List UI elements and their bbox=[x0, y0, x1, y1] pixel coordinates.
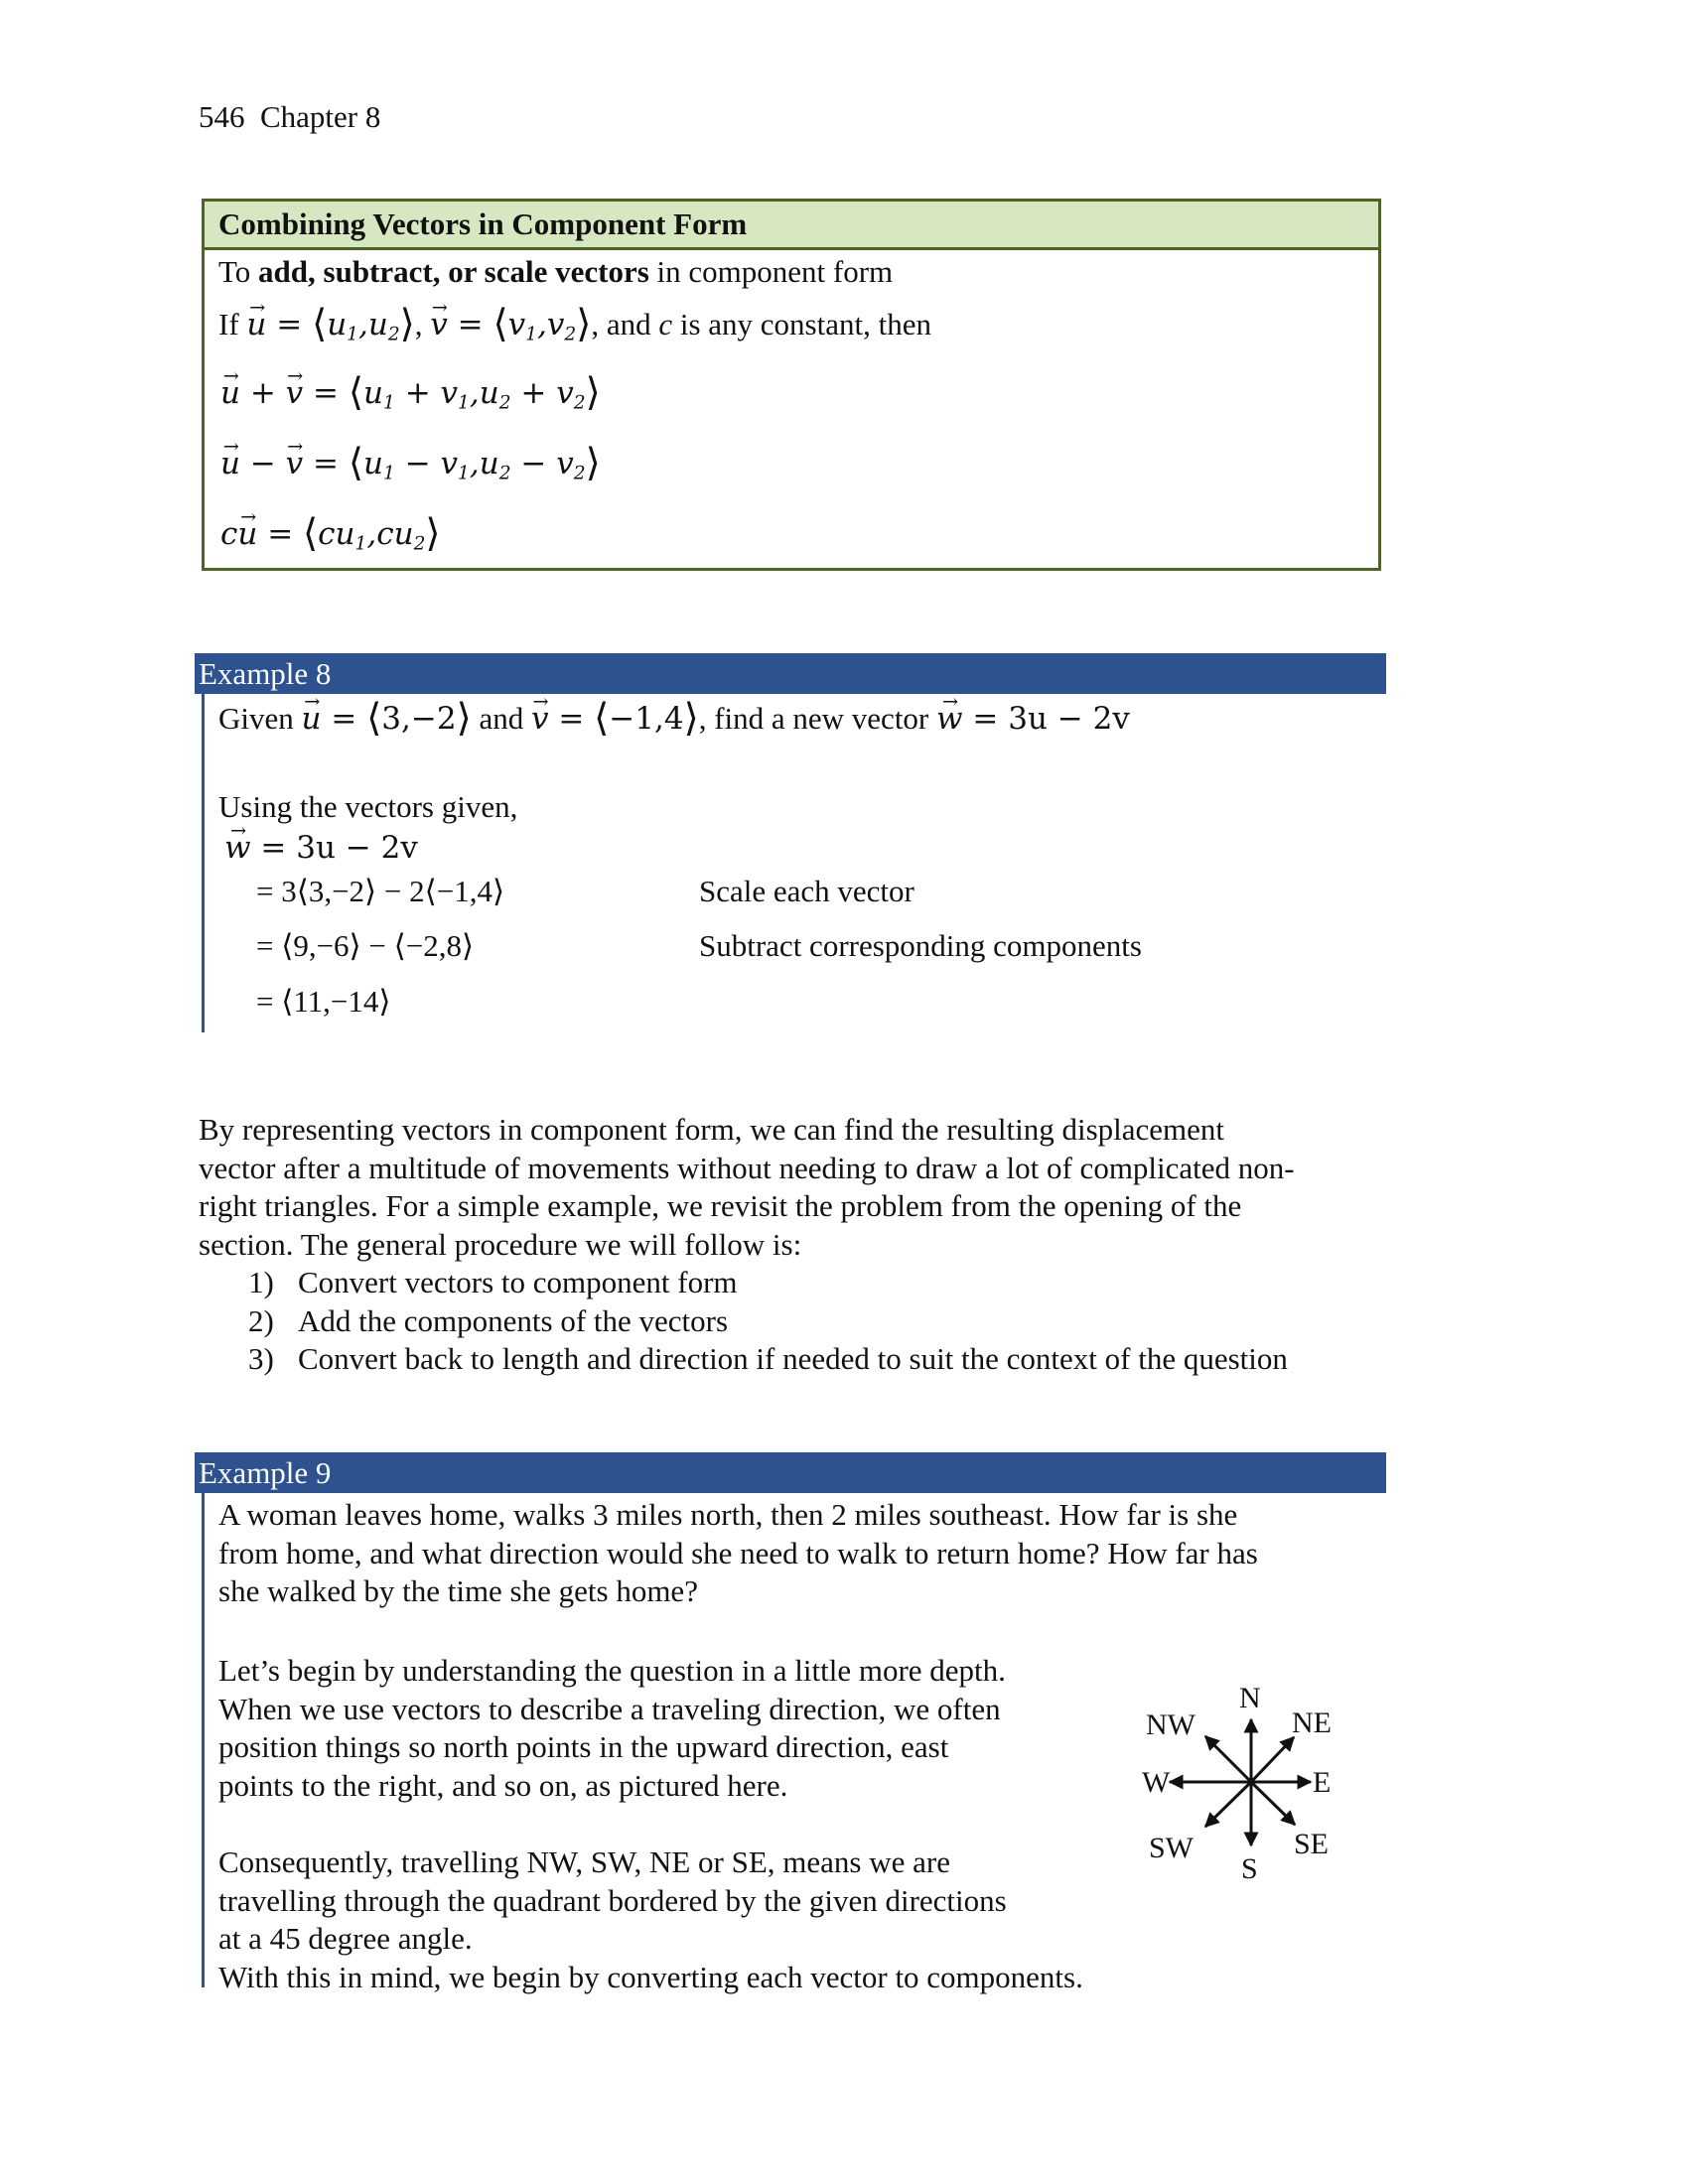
page-header bbox=[199, 99, 380, 135]
v-definition: v → = $⟨v_1,v_2⟩$ bbox=[430, 307, 591, 342]
compass-label-e: E bbox=[1313, 1766, 1332, 1799]
example-8-note-scale: Scale each vector bbox=[699, 874, 914, 908]
example-9-quadrant-note: Consequently, travelling NW, SW, NE or SE, means we are travelling through the quadrant bordered by the given directions at a 45 degree angle. With this in mind, we begin by converting each vector to components. bbox=[218, 1844, 1083, 1994]
example-8-note-subtract: Subtract corresponding components bbox=[699, 928, 1142, 963]
compass-label-se: SE bbox=[1294, 1828, 1330, 1860]
example-8-rule bbox=[202, 694, 205, 1032]
page-number: 546 bbox=[199, 99, 245, 134]
difference-formula: u → − v → = $⟨u_1 - v_1,u_2$ − $v_2⟩$ bbox=[220, 446, 601, 481]
example-9-explanation: Let’s begin by understanding the question in a little more depth. When we use vectors to describe a traveling direction, we often position things so north points in the upward direction, east points to the right, and so on, as pictured here. bbox=[218, 1653, 1006, 1803]
condition-and: , and bbox=[591, 307, 651, 341]
example-8-step-3: = ⟨11,−14⟩ bbox=[256, 984, 391, 1019]
intro-bold: add, subtract, or scale vectors bbox=[258, 254, 649, 289]
procedure-list bbox=[248, 1264, 1420, 1379]
compass-label-ne: NE bbox=[1292, 1706, 1332, 1739]
example-8-using: Using the vectors given, bbox=[218, 789, 518, 824]
example-9-rule bbox=[202, 1493, 205, 1987]
example-8-step-1: = 3⟨3,−2⟩ − 2⟨−1,4⟩ bbox=[256, 874, 505, 908]
compass-label-w: W bbox=[1142, 1766, 1171, 1799]
southwest-arrow bbox=[1205, 1782, 1251, 1827]
example-8-header: Example 8 bbox=[195, 653, 1386, 694]
example-8-step-2: = ⟨9,−6⟩ − ⟨−2,8⟩ bbox=[256, 928, 475, 963]
definition-title: Combining Vectors in Component Form bbox=[205, 202, 1378, 250]
list-item: 3) Convert back to length and direction if needed to suit the context of the question bbox=[248, 1341, 1288, 1376]
intro-prefix: To bbox=[218, 254, 259, 289]
northwest-arrow bbox=[1205, 1736, 1251, 1782]
definition-intro bbox=[218, 254, 893, 290]
condition-suffix: is any constant, then bbox=[679, 307, 931, 341]
definition-condition: If u → = $⟨u_1,u_2⟩$, v → = $⟨v_1,v_2⟩$, and c is any constant, then bbox=[218, 307, 931, 342]
chapter-label: Chapter 8 bbox=[260, 99, 381, 134]
northeast-arrow bbox=[1251, 1737, 1294, 1782]
example-8-given: Given u → = ⟨3,−2⟩ and v → = ⟨−1,4⟩, find a new vector w → = 3u − 2v bbox=[218, 701, 1130, 737]
list-item: 2) Add the components of the vectors bbox=[248, 1302, 729, 1338]
list-item: 1) Convert vectors to component form bbox=[248, 1265, 738, 1299]
compass-label-s: S bbox=[1241, 1852, 1258, 1885]
example-8-w-equation: w → = 3u − 2v bbox=[224, 830, 418, 866]
scale-formula: cu → = $⟨cu_1,cu_2⟩$ bbox=[220, 516, 441, 552]
compass-label-nw: NW bbox=[1146, 1708, 1196, 1741]
example-9-problem: A woman leaves home, walks 3 miles north, then 2 miles southeast. How far is she from home, and what direction would she need to walk to return home? How far has she walked by the time she gets home? bbox=[218, 1497, 1258, 1608]
constant-c: c bbox=[658, 307, 673, 341]
sum-formula: u → + v → = $⟨u_1 + v_1,u_2$ + $v_2⟩$ bbox=[220, 375, 601, 411]
compass-label-sw: SW bbox=[1149, 1832, 1194, 1864]
example-9-header: Example 9 bbox=[195, 1452, 1386, 1493]
procedure-paragraph: By representing vectors in component form, we can find the resulting displacement vector after a multitude of movements without needing to draw a lot of complicated non- right triangles. For a simple example, we revisit the problem from the opening of the section. The general procedure we will follow is: bbox=[199, 1112, 1295, 1262]
compass-rose-icon bbox=[1142, 1666, 1360, 1894]
southeast-arrow bbox=[1251, 1782, 1295, 1825]
compass-label-n: N bbox=[1239, 1682, 1261, 1714]
condition-if: If bbox=[218, 307, 239, 341]
u-definition: u → = $⟨u_1,u_2⟩$ bbox=[246, 307, 414, 342]
intro-suffix: in component form bbox=[648, 254, 894, 289]
